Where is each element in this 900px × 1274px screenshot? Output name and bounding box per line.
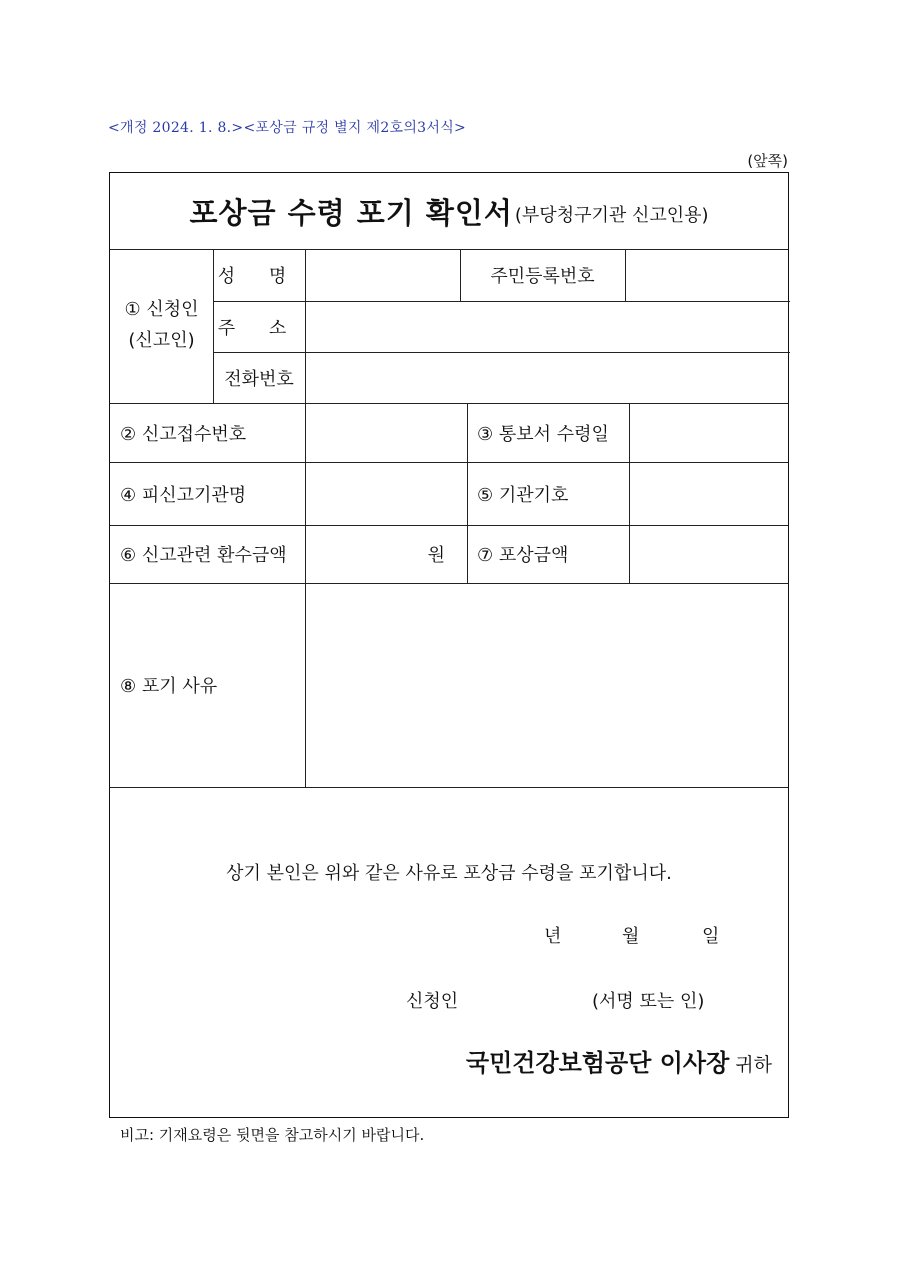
notice-date-label: ③ 통보서 수령일 bbox=[477, 423, 609, 445]
addressee-honorific: 귀하 bbox=[735, 1054, 772, 1076]
addressee-name: 국민건강보험공단 이사장 bbox=[465, 1049, 730, 1077]
footnote: 비고: 기재요령은 뒷면을 참고하시기 바랍니다. bbox=[120, 1126, 425, 1144]
reward-amount-label: ⑦ 포상금액 bbox=[477, 545, 569, 566]
agency-code-input[interactable] bbox=[630, 462, 790, 525]
addressee bbox=[466, 1043, 772, 1078]
reason-input[interactable] bbox=[306, 583, 790, 787]
name-input[interactable] bbox=[306, 249, 460, 301]
reason-label: ⑧ 포기 사유 bbox=[120, 676, 218, 697]
report-no-label: ② 신고접수번호 bbox=[120, 423, 247, 445]
won-unit: 원 bbox=[427, 545, 445, 566]
form-table bbox=[109, 172, 789, 1118]
applicant-label bbox=[110, 249, 213, 403]
signature-note: (서명 또는 인) bbox=[592, 991, 705, 1012]
notice-date-input[interactable] bbox=[630, 403, 790, 462]
agency-name-input[interactable] bbox=[306, 462, 467, 525]
date-year: 년 bbox=[544, 926, 562, 947]
date-month: 월 bbox=[622, 926, 640, 947]
agency-code-label: ⑤ 기관기호 bbox=[477, 484, 569, 506]
phone-label: 전화번호 bbox=[224, 368, 294, 390]
agency-name-label: ④ 피신고기관명 bbox=[120, 484, 247, 506]
address-label: 주 소 bbox=[217, 317, 301, 339]
date-day: 일 bbox=[702, 926, 720, 947]
name-label: 성 명 bbox=[217, 266, 301, 287]
page-side-label: (앞쪽) bbox=[747, 152, 788, 170]
phone-input[interactable] bbox=[306, 352, 790, 403]
applicant-label-line1: ① 신청인 bbox=[124, 299, 199, 321]
applicant-label-line2: (신고인) bbox=[128, 330, 195, 351]
form-title-sub: (부당청구기관 신고인용) bbox=[514, 205, 709, 226]
form-title bbox=[110, 173, 788, 250]
reward-amount-input[interactable] bbox=[630, 525, 790, 583]
form-title-main: 포상금 수령 포기 확인서 bbox=[189, 195, 513, 230]
refund-amount-input[interactable] bbox=[306, 525, 467, 583]
report-no-input[interactable] bbox=[306, 403, 467, 462]
refund-amount-label: ⑥ 신고관련 환수금액 bbox=[120, 545, 287, 566]
rrn-label: 주민등록번호 bbox=[490, 266, 595, 287]
declaration-text: 상기 본인은 위와 같은 사유로 포상금 수령을 포기합니다. bbox=[226, 863, 672, 884]
applicant-sign-label: 신청인 bbox=[406, 991, 459, 1012]
rrn-input[interactable] bbox=[626, 249, 790, 301]
address-input[interactable] bbox=[306, 301, 790, 352]
revision-note: <개정 2024. 1. 8.><포상금 규정 별지 제2호의3서식> bbox=[108, 120, 467, 136]
